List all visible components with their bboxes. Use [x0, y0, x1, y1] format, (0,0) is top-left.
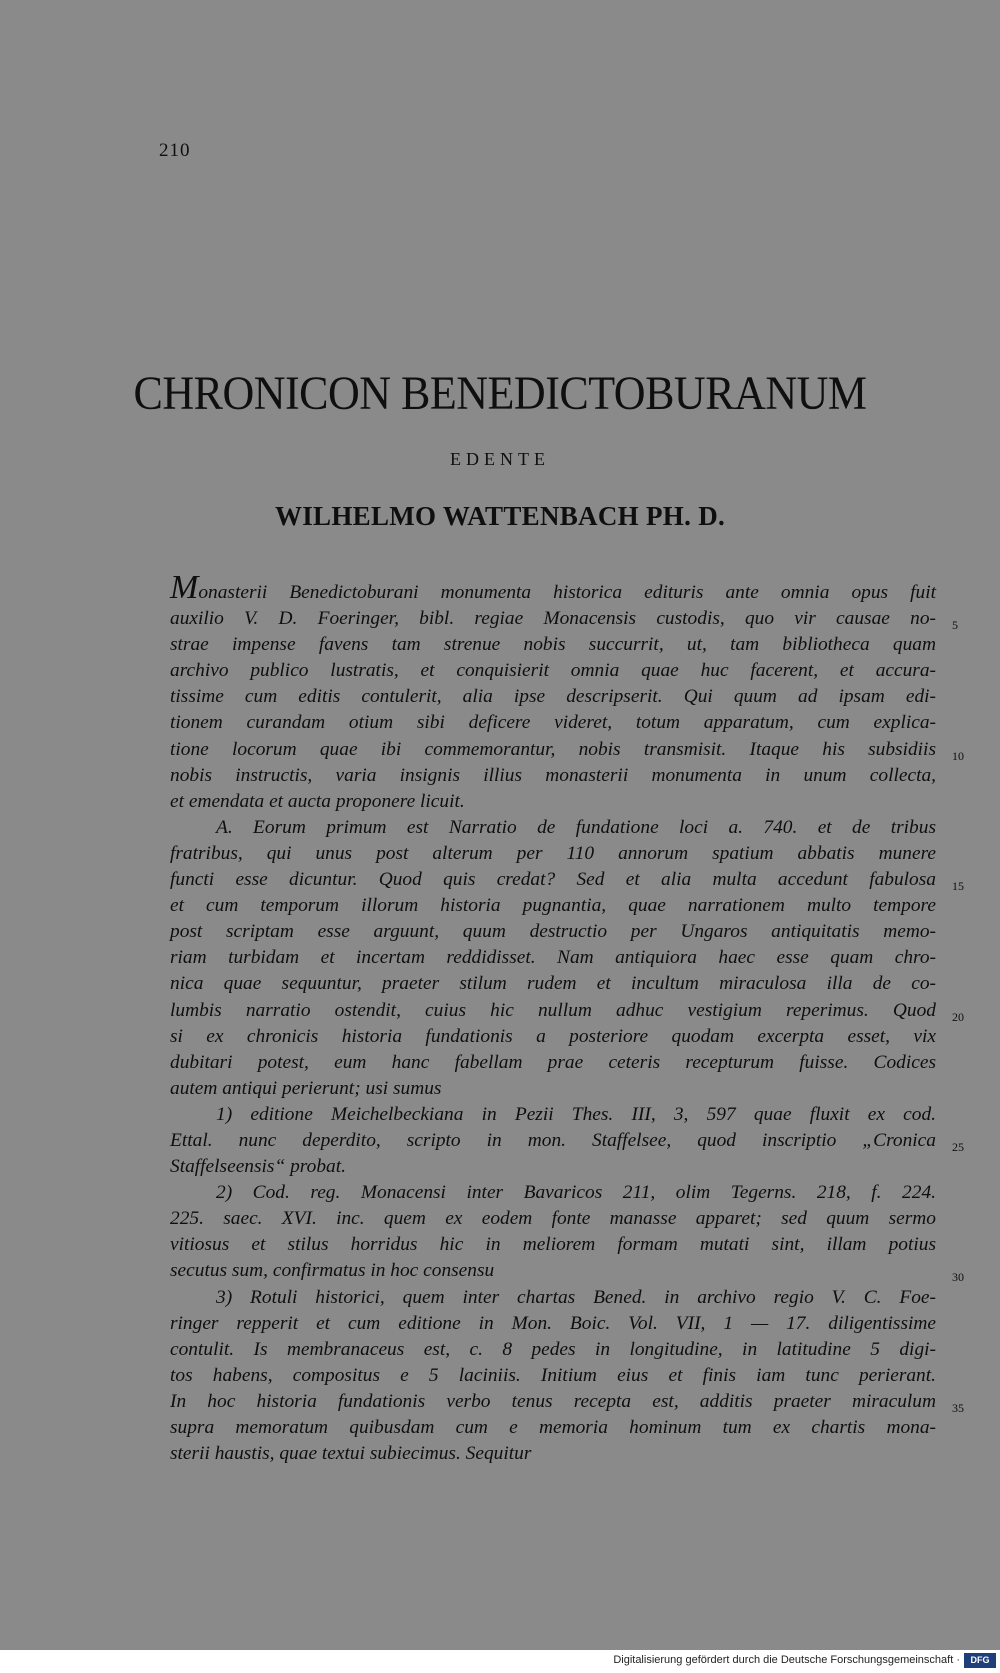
text-line — [170, 1415, 936, 1441]
line-number: 10 — [952, 748, 964, 763]
line-text: dubitari potest, eum hanc fabellam prae ceteris recepturum fuisse. Codices — [170, 1051, 936, 1073]
text-line — [170, 1128, 964, 1154]
text-line — [170, 815, 936, 841]
text-line — [170, 1311, 936, 1337]
text-line — [170, 569, 936, 606]
line-text: 1) editione Meichelbeckiana in Pezii Thes. III, 3, 597 quae fluxit ex cod. — [216, 1103, 936, 1125]
line-text: si ex chronicis historia fundationis a posteriore quodam excerpta esset, vix — [170, 1025, 936, 1047]
line-text: fratribus, qui unus post alterum per 110 annorum spatium abbatis munere — [170, 842, 936, 864]
line-text: ringer repperit et cum editione in Mon. Boic. Vol. VII, 1 — 17. diligentissime — [170, 1312, 936, 1334]
page-number: 210 — [159, 140, 191, 161]
dfg-logo: DFG — [964, 1653, 996, 1668]
line-text: archivo publico lustratis, et conquisierit omnia quae huc facerent, et accura- — [170, 660, 936, 682]
line-text: 2) Cod. reg. Monacensi inter Bavaricos 211, olim Tegerns. 218, f. 224. — [216, 1182, 936, 1204]
text-line — [170, 1206, 936, 1232]
line-text: A. Eorum primum est Narratio de fundatione loci a. 740. et de tribus — [216, 816, 936, 838]
edente-label: EDENTE — [450, 449, 550, 469]
footer-credit: Digitalisierung gefördert durch die Deutsche Forschungsgemeinschaft · — [613, 1654, 960, 1666]
line-text: tione locorum quae ibi commemorantur, nobis transmisit. Itaque his subsidiis — [170, 738, 936, 760]
text-line — [170, 1389, 964, 1415]
text-line — [170, 658, 936, 684]
text-line — [170, 1076, 936, 1102]
line-text: supra memoratum quibusdam cum e memoria hominum tum ex chartis mona- — [170, 1417, 936, 1438]
text-line — [170, 632, 936, 658]
text-line — [170, 998, 964, 1024]
text-line — [170, 1154, 936, 1180]
text-line — [170, 1441, 936, 1467]
text-line — [170, 1102, 936, 1128]
line-text: et emendata et aucta proponere licuit. — [170, 790, 465, 812]
line-number: 5 — [952, 618, 958, 633]
line-text: et cum temporum illorum historia pugnantia, quae narrationem multo tempore — [170, 895, 936, 917]
line-text: contulit. Is membranaceus est, c. 8 pedes in longitudine, in latitudine 5 digi- — [170, 1338, 936, 1360]
line-text: functi esse dicuntur. Quod quis credat? Sed et alia multa accedunt fabulosa — [170, 869, 936, 891]
line-text: strae impense favens tam strenue nobis succurrit, ut, tam bibliotheca quam — [170, 634, 936, 656]
editor-name: WILHELMO WATTENBACH PH. D. — [274, 501, 726, 531]
line-text: lumbis narratio ostendit, cuius hic nullum adhuc vestigium reperimus. Quod — [170, 999, 936, 1021]
line-text: tissime cum editis contulerit, alia ipse descripserit. Qui quum ad ipsam edi- — [170, 686, 936, 708]
text-line — [170, 1024, 936, 1050]
text-line — [170, 1363, 936, 1389]
line-text: tionem curandam otium sibi deficere videret, totum apparatum, cum explica- — [170, 712, 936, 734]
text-line — [170, 867, 964, 894]
line-number: 20 — [952, 1009, 964, 1024]
text-line — [170, 971, 936, 997]
body-text — [170, 569, 964, 1467]
line-text: auxilio V. D. Foeringer, bibl. regiae Monacensis custodis, quo vir causae no- — [170, 608, 936, 630]
line-text: autem antiqui perierunt; usi sumus — [170, 1077, 442, 1099]
text-line — [170, 945, 936, 971]
text-line — [170, 606, 958, 633]
line-text: 225. saec. XVI. inc. quem ex eodem fonte manasse apparet; sed quum sermo — [170, 1208, 936, 1230]
line-number: 15 — [952, 879, 964, 894]
line-text: post scriptam esse arguunt, quum destructio per Ungaros antiquitatis memo- — [170, 921, 936, 943]
line-text: sterii haustis, quae textui subiecimus. Sequitur — [170, 1443, 532, 1465]
text-line — [170, 1337, 936, 1363]
text-line — [170, 841, 936, 867]
line-text: riam turbidam et incertam reddidisset. Nam antiquiora haec esse quam chro- — [170, 947, 936, 969]
line-text: tos habens, compositus e 5 laciniis. Initium eius et finis iam tunc perierant. — [170, 1364, 936, 1386]
line-number: 30 — [952, 1270, 964, 1285]
text-line — [170, 763, 936, 789]
text-line — [170, 737, 964, 763]
line-text: 3) Rotuli historici, quem inter chartas Bened. in archivo regio V. C. Foe- — [216, 1286, 936, 1308]
line-text: Staffelseensis“ probat. — [170, 1156, 346, 1178]
text-line — [170, 684, 936, 710]
text-line — [170, 1050, 936, 1076]
line-text: secutus sum, confirmatus in hoc consensu — [170, 1260, 495, 1282]
text-line — [170, 1180, 936, 1206]
text-line — [170, 893, 936, 919]
text-line — [170, 1258, 964, 1285]
line-text: Ettal. nunc deperdito, scripto in mon. Staffelsee, quod inscriptio „Cronica — [170, 1129, 936, 1151]
page-title: CHRONICON BENEDICTOBURANUM — [133, 367, 867, 420]
text-line — [170, 789, 936, 815]
drop-initial: M — [170, 569, 199, 606]
line-text: nica quae sequuntur, praeter stilum rudem et incultum miraculosa illa de co- — [170, 973, 936, 995]
footer-bar — [0, 1650, 1000, 1673]
line-text: vitiosus et stilus horridus hic in meliorem formam mutati sint, illam potius — [170, 1234, 936, 1256]
text-line — [170, 710, 936, 736]
line-text: nobis instructis, varia insignis illius monasterii monumenta in unum collecta, — [170, 764, 936, 786]
text-line — [170, 1285, 936, 1311]
line-number: 25 — [952, 1139, 964, 1154]
line-number: 35 — [952, 1400, 964, 1415]
text-line — [170, 919, 936, 945]
line-text: In hoc historia fundationis verbo tenus recepta est, additis praeter miraculum — [170, 1390, 936, 1412]
line-text: onasterii Benedictoburani monumenta historica edituris ante omnia opus fuit — [198, 582, 936, 603]
text-line — [170, 1232, 936, 1258]
